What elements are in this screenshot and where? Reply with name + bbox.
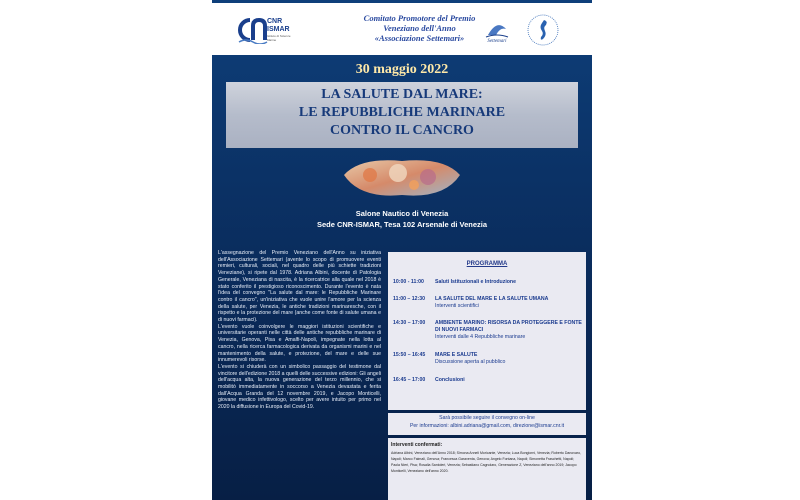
event-date: 30 maggio 2022 — [355, 62, 449, 77]
interventi-names: Adriana Albini, Veneziano dell'Anno 2018; Simona Anneli Moricante, Venezia; Luca Bongiorni, Venezia; Roberto Danovaro, Napoli; Marco Faimali, Genova; Francesca Garaventa, Genova; Angelo Fontana, Napoli; Simonetta Fraschetti, Napoli; Paola Nieri, Pisa; Rosalia Santoleri, Venezia; Sebastiano Cagnolaro, Generazione Z, Veneziano dell'anno 2019; Jacopo Monticelli, Veneziano dell'anno 2020. — [391, 451, 581, 473]
online-info-box — [388, 413, 586, 435]
marine-organisms-image — [340, 155, 464, 201]
programma-time: 10:00 - 11:00 — [393, 279, 424, 285]
programma-item-title: Saluti Istituzionali e Introduzione — [435, 279, 516, 285]
programma-time: 14:30 – 17:00 — [393, 320, 426, 326]
description-paragraph-2: L'evento vuole coinvolgere le maggiori istituzioni scientifiche e universitarie operanti nelle città delle antiche repubbliche marinare di Venezia, Genova, Pisa e Amalfi-Napoli, impegnate nella lotta al cancro, nella ricerca farmacologica derivata da organismi marini e nel mantenimento della salute, e protezione, del mare e delle sue innumerevoli risorse. — [218, 323, 381, 364]
interventi-box — [388, 438, 586, 500]
title-line-3: CONTRO IL CANCRO — [330, 123, 474, 138]
description-text — [218, 250, 381, 411]
programma-box — [388, 252, 586, 410]
title-line-2: LE REPUBBLICHE MARINARE — [298, 105, 506, 120]
header-bar — [212, 3, 592, 55]
ismar-name: ISMAR — [267, 26, 290, 33]
comitato-line-1: Comitato Promotore del Premio — [363, 13, 476, 23]
programma-time: 16:45 – 17:00 — [393, 377, 426, 383]
title-banner — [226, 82, 578, 148]
programma-item-sub: Interventi dalle 4 Repubbliche marinare — [435, 334, 526, 340]
online-line-1: Sarà possibile seguire il convegno on-line — [439, 415, 535, 421]
venue-line-1: Salone Nautico di Venezia — [355, 209, 449, 218]
cnr-brand-text — [267, 18, 297, 42]
interventi-heading: Interventi confermati: — [391, 442, 443, 448]
programma-title: PROGRAMMA — [466, 261, 508, 267]
comitato-line-2: Veneziano dell'Anno — [383, 23, 456, 33]
programma-item-title: MARE E SALUTE — [435, 352, 478, 358]
programma-item-title: Conclusioni — [435, 377, 465, 383]
poster — [212, 0, 592, 500]
contact-emails: Per informazioni: albini.adriana@gmail.com, direzione@ismar.cnr.it — [409, 422, 565, 429]
programma-item-sub: Discussione aperta al pubblico — [435, 359, 506, 365]
cnr-name: CNR — [267, 18, 283, 25]
comitato-text — [362, 13, 477, 43]
programma-item-title: AMBIENTE MARINO: RISORSA DA PROTEGGERE E FONTE DI NUOVI FARMACI — [435, 320, 582, 333]
venue-block — [212, 208, 592, 230]
venue-line-2: Sede CNR-ISMAR, Tesa 102 Arsenale di Venezia — [316, 220, 488, 229]
programma-item-title: LA SALUTE DEL MARE E LA SALUTE UMANA — [435, 296, 549, 302]
programma-item-sub: Interventi scientifici — [435, 303, 479, 309]
description-paragraph-1: L'assegnazione del Premio Veneziano dell'Anno su iniziativa dell'Associazione Settemari (avente lo scopo di promuovere eventi remieri, culturali, sociali, nel quadro delle più schiette tradizioni Veneziane), si ripete dal 1978. Adriana Albini, docente di Patologia Generale, Veneziana di nascita, è la ricercatrice alla quale nel 2018 è stato conferito il prestigioso riconoscimento. Durante l'evento è nata l'idea del convegno "La salute dal mare: le Repubbliche Marinare contro il cancro", un'iniziativa che vuole unire l'amore per la scienza della salute, per Venezia, le antiche tradizioni marinaresche, con il rispetto e la protezione del mare (anche come fonte di salute umana e di nuovi farmaci). — [218, 250, 381, 324]
comitato-line-3: «Associazione Settemari» — [374, 33, 465, 43]
title-line-1: LA SALUTE DAL MARE: — [321, 87, 483, 102]
programma-time: 11:00 – 12:30 — [393, 296, 426, 302]
description-paragraph-3: L'evento si chiuderà con un simbolico passaggio del testimone dal vincitore dell'edizione 2018 a quelli delle successive edizioni: Gli angeli dell'acqua alta, la nuova generazione del terzo millennio, che si mobilitò immediatamente in soccorso a Venezia devastata e ferita dall'Acqua Granda del 12 novembre 2019, e Jacopo Monticelli, giovane medico infettivologo, scelto per avere intuito per primo nel 2020 la diffusione in Europa del Covid-19. — [218, 363, 381, 411]
svg-text:Settemari: Settemari — [487, 39, 507, 44]
programma-time: 15:50 – 16:45 — [393, 352, 426, 358]
settemari-logo — [482, 15, 512, 45]
seahorse-icon — [526, 13, 560, 47]
institute-name: Istituto di Scienze Marine — [267, 34, 291, 42]
